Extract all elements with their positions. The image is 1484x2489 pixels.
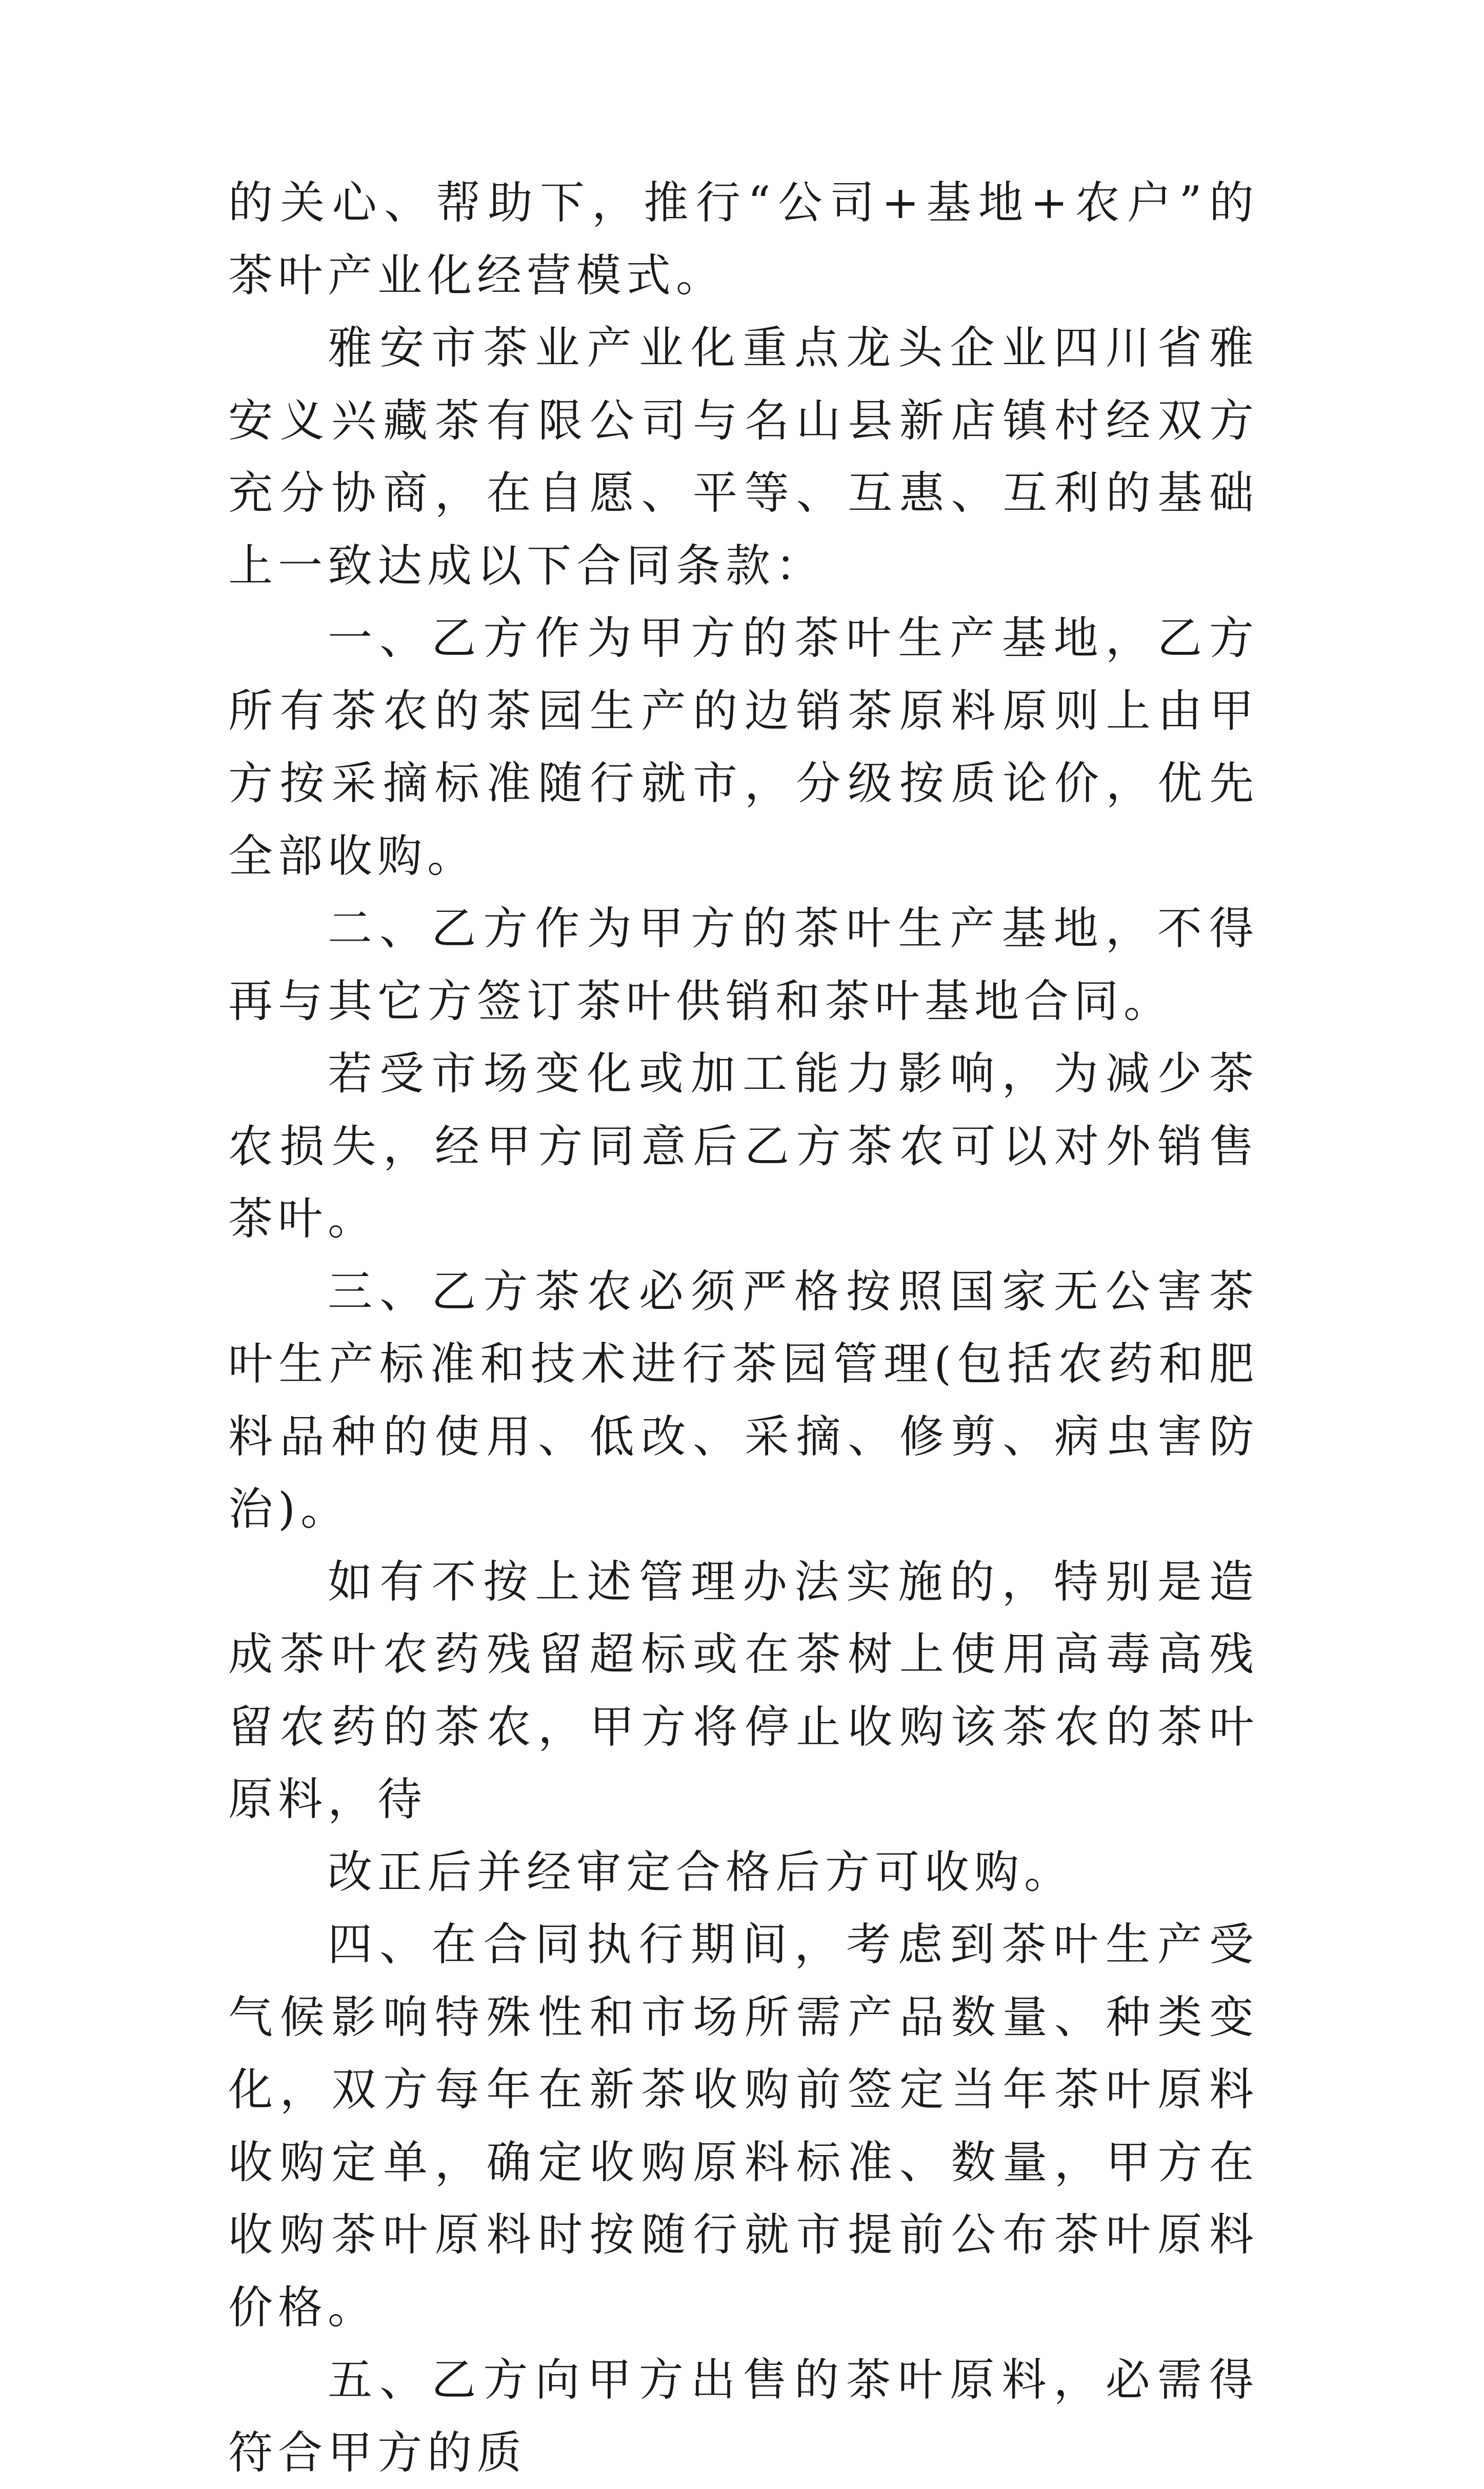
paragraph-clause-5: 五、乙方向甲方出售的茶叶原料，必需得符合甲方的质 (228, 2354, 1259, 2479)
paragraph-clause-1: 一、乙方作为甲方的茶叶生产基地，乙方所有茶农的茶园生产的边销茶原料原则上由甲方按采摘标准随行就市，分级按质论价，优先全部收购。 (228, 612, 1259, 882)
contract-body-text (228, 167, 1259, 2489)
paragraph-parties-agreement: 雅安市茶业产业化重点龙头企业四川省雅安义兴藏茶有限公司与名山县新店镇村经双方充分协商，在自愿、平等、互惠、互利的基础上一致达成以下合同条款： (228, 322, 1259, 592)
paragraph-clause-3: 三、乙方茶农必须严格按照国家无公害茶叶生产标准和技术进行茶园管理(包括农药和肥料品种的使用、低改、采摘、修剪、病虫害防治)。 (228, 1265, 1259, 1535)
paragraph-business-model: 的关心、帮助下，推行“公司+基地+农户”的茶叶产业化经营模式。 (228, 176, 1259, 302)
paragraph-clause-3-continuation: 改正后并经审定合格后方可收购。 (328, 1845, 1074, 1898)
paragraph-clause-3-penalty: 如有不按上述管理办法实施的，特别是造成茶叶农药残留超标或在茶树上使用高毒高残留农药的茶农，甲方将停止收购该茶农的茶叶原料，待 (228, 1555, 1259, 1825)
paragraph-clause-4: 四、在合同执行期间，考虑到茶叶生产受气候影响特殊性和市场所需产品数量、种类变化，双方每年在新茶收购前签定当年茶叶原料收购定单，确定收购原料标准、数量，甲方在收购茶叶原料时按随行就市提前公布茶叶原料价格。 (228, 1918, 1259, 2334)
paragraph-clause-2: 二、乙方作为甲方的茶叶生产基地，不得再与其它方签订茶叶供销和茶叶基地合同。 (228, 902, 1259, 1027)
paragraph-clause-2-exception: 若受市场变化或加工能力影响，为减少茶农损失，经甲方同意后乙方茶农可以对外销售茶叶。 (228, 1047, 1259, 1245)
